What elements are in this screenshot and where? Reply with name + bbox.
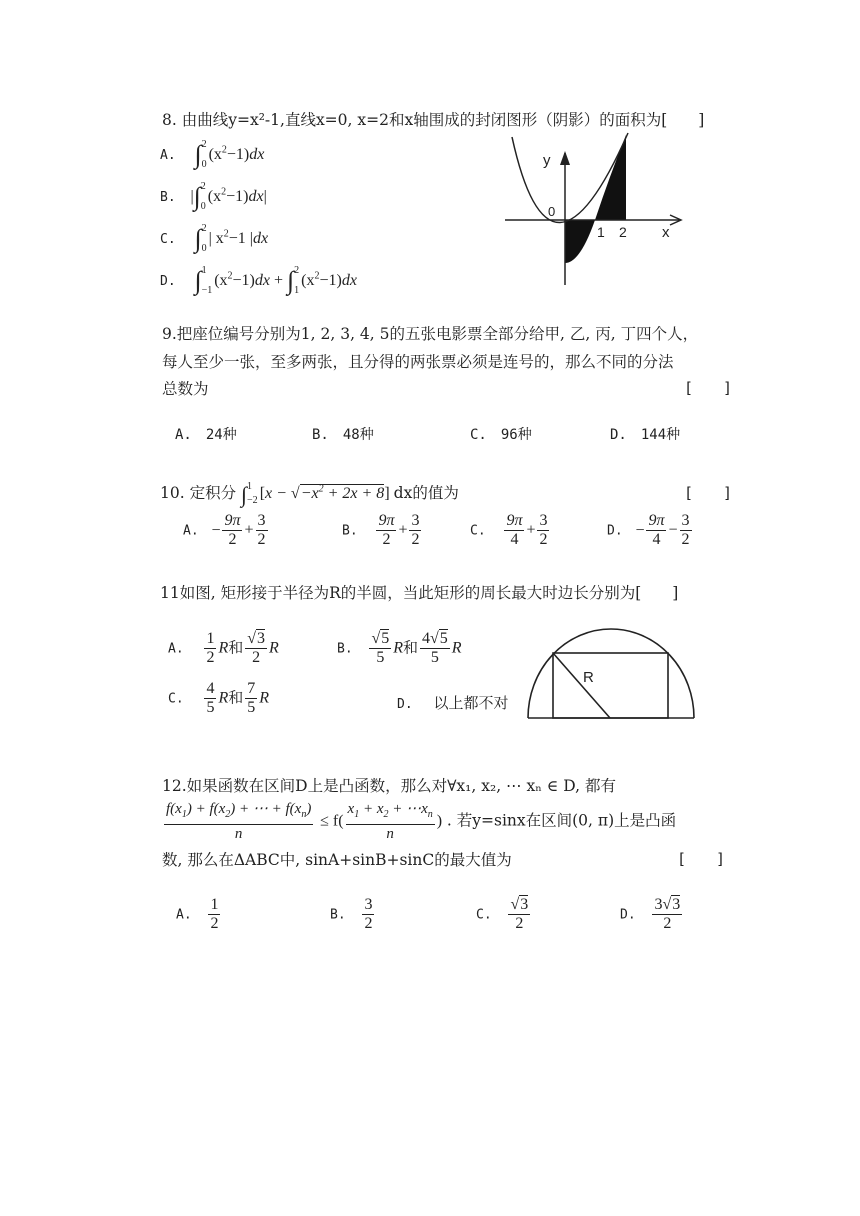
- q12-stem-line2-suffix: . 若y=sinx在区间(0, π)上是凸函: [446, 811, 677, 830]
- q8-option-d-label: D.: [160, 274, 176, 289]
- q10-option-c[interactable]: C. $\frac{9\pi}{4}$ + $\frac{3}{2}$: [470, 512, 548, 548]
- q12-option-b-label: B.: [330, 907, 346, 923]
- q11-semicircle-figure: [520, 622, 702, 722]
- q8-option-c-label: C.: [160, 232, 176, 247]
- q12-stem-line3: 数, 那么在ΔABC中, sinA+sinB+sinC的最大值为: [162, 851, 512, 869]
- q8-option-b[interactable]: [160, 178, 267, 212]
- q10-option-b-label: B.: [342, 523, 358, 539]
- q10-option-d-label: D.: [607, 523, 623, 539]
- q10-option-a[interactable]: A. − $\frac{9\pi}{2}$ + $\frac{3}{2}$: [183, 512, 266, 548]
- q8-x-label: x: [662, 224, 670, 241]
- q10-option-a-label: A.: [183, 523, 199, 539]
- q12-inequality-lhs: $\frac{f(x_1) + f(x_2) + \cdots + f(x_n)}{n}$: [166, 801, 312, 842]
- q12-inequality-rhs: $\frac{x_1 + x_2 + \cdots x_n}{n}$: [347, 801, 433, 842]
- q11-inscribed-rectangle: [553, 653, 668, 718]
- q11-option-c-label: C.: [168, 691, 184, 707]
- q12-option-a-label: A.: [176, 907, 192, 923]
- q12-stem-line2: $\frac{f(x_1) + f(x_2) + \cdots + f(x_n)}{n}$ ≤ f( $\frac{x_1 + x_2 + \cdots x_n}{n}$ ) . 若y=sinx在区间(0, π)上是凸函: [166, 801, 677, 842]
- q8-option-b-label: B.: [160, 190, 176, 205]
- q8-y-arrow-icon: [560, 151, 570, 165]
- q11-option-a-label: A.: [168, 641, 184, 657]
- q9-option-b[interactable]: B. 48种: [312, 427, 374, 443]
- q11-radius-label: R: [583, 669, 594, 686]
- q9-stem-line3: 总数为: [162, 380, 209, 398]
- q11-option-b-label: B.: [337, 641, 353, 657]
- q8-option-b-expr: |∫ 2 0 $(x^2-1)dx|$: [190, 181, 267, 213]
- q12-option-d-label: D.: [620, 907, 636, 923]
- q8-graph-figure: [500, 125, 690, 295]
- q10-option-b[interactable]: B. $\frac{9\pi}{2}$ + $\frac{3}{2}$: [342, 512, 420, 548]
- q8-option-a-label: A.: [160, 148, 176, 163]
- q9-stem-line2: 每人至少一张，至多两张，且分得的两张票必须是连号的，那么不同的分法: [162, 353, 674, 371]
- q8-option-c-expr: ∫ 2 0 | $x^2-1$ |dx: [194, 223, 269, 255]
- q11-option-d-label: D.: [397, 697, 413, 712]
- q8-option-a-expr: ∫ 2 0 $(x^2-1)dx$: [194, 139, 265, 171]
- q8-y-label: y: [543, 152, 551, 169]
- q8-origin-label: 0: [548, 204, 556, 219]
- q12-option-b[interactable]: B. $\frac{3}{2}$: [330, 896, 373, 932]
- q12-option-c[interactable]: C. $\frac{√3}{2}$: [476, 896, 529, 932]
- q11-stem: 11如图, 矩形接于半径为R的半圆，当此矩形的周长最大时边长分别为[ ]: [160, 584, 679, 602]
- q11-radius-line: [553, 653, 610, 718]
- q9-stem-line1: 9.把座位编号分别为1, 2, 3, 4, 5的五张电影票全部分给甲, 乙, 丙, 丁四个人，: [162, 325, 699, 343]
- q8-shaded-region-below-axis: [565, 220, 595, 263]
- q8-option-d-expr: ∫ 1 −1 $(x^2-1)dx$ + ∫ 2 1 $(x^2-1)dx$: [194, 265, 357, 297]
- q9-option-a[interactable]: A. 24种: [175, 427, 237, 443]
- q8-tick-1-label: 1: [597, 224, 605, 240]
- q11-option-d[interactable]: [397, 692, 508, 713]
- q12-option-c-label: C.: [476, 907, 492, 923]
- q12-option-a[interactable]: A. $\frac{1}{2}$: [176, 896, 219, 932]
- q12-option-d[interactable]: D. $\frac{3√3}{2}$: [620, 896, 681, 932]
- q8-option-c[interactable]: [160, 220, 268, 254]
- q8-option-d[interactable]: [160, 262, 357, 296]
- q10-stem: [160, 478, 459, 506]
- q8-option-a[interactable]: [160, 136, 264, 170]
- q10-stem-prefix: 10. 定积分: [160, 484, 237, 502]
- q9-option-c[interactable]: C. 96种: [470, 427, 532, 443]
- q12-stem-line1: 12.如果函数在区间D上是凸函数，那么对∀x₁, x₂, ⋯ xₙ ∈ D, 都有: [162, 777, 616, 795]
- q10-option-c-label: C.: [470, 523, 486, 539]
- q11-option-b[interactable]: B. $\frac{√5}{5}$ R和 $\frac{4√5}{5}$ R: [337, 630, 462, 666]
- q10-answer-bracket: [ ]: [684, 484, 733, 502]
- q11-option-d-text: 以上都不对: [433, 694, 509, 712]
- q10-stem-suffix: dx的值为: [393, 484, 459, 502]
- q8-stem: 8. 由曲线y=x²-1,直线x=0, x=2和x轴围成的封闭图形（阴影）的面积为[ ]: [162, 111, 705, 129]
- q11-option-a[interactable]: A. $\frac{1}{2}$ R和 $\frac{√3}{2}$ R: [168, 630, 279, 666]
- q9-option-d[interactable]: D. 144种: [610, 427, 681, 443]
- q10-stem-integral: ∫ 1 −2 $[x - √-x^2 + 2x + 8]$: [241, 481, 390, 507]
- q11-option-c[interactable]: C. $\frac{4}{5}$ R和 $\frac{7}{5}$ R: [168, 680, 270, 716]
- q10-option-d[interactable]: D. − $\frac{9\pi}{4}$ − $\frac{3}{2}$: [607, 512, 690, 548]
- q9-answer-bracket: [ ]: [684, 379, 733, 397]
- q12-answer-bracket: [ ]: [677, 850, 726, 868]
- q8-tick-2-label: 2: [619, 224, 627, 240]
